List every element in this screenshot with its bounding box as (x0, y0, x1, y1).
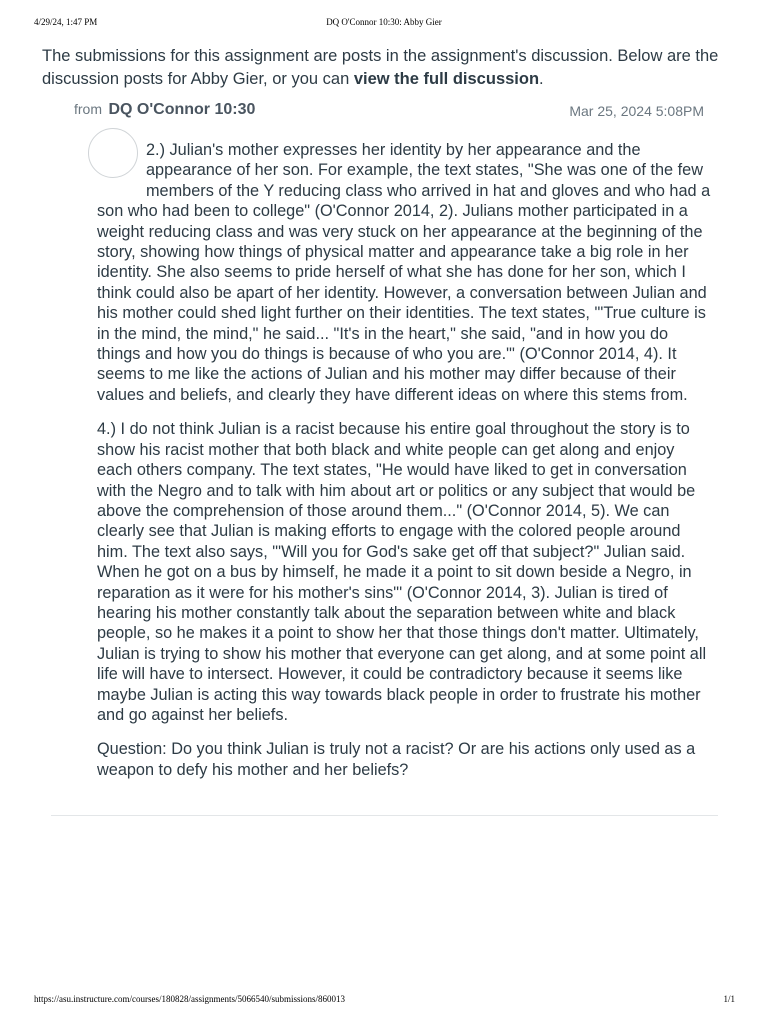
post-body (97, 140, 713, 794)
post-question: Question: Do you think Julian is truly not a racist? Or are his actions only used as a weapon to defy his mother and her beliefs? (97, 740, 696, 779)
print-title: DQ O'Connor 10:30: Abby Gier (326, 17, 442, 27)
avatar-spacer (97, 140, 146, 182)
post-header (74, 101, 704, 123)
view-full-discussion-link[interactable]: view the full discussion (353, 70, 540, 88)
post-date: Mar 25, 2024 5:08PM (569, 103, 704, 119)
print-datetime: 4/29/24, 1:47 PM (34, 17, 98, 27)
print-url: https://asu.instructure.com/courses/180828/assignments/5066540/submissions/860013 (34, 994, 345, 1004)
page-number: 1/1 (723, 994, 735, 1004)
intro-end: . (539, 70, 544, 88)
intro-text: The submissions for this assignment are posts in the assignment's discussion. Below are the discussion posts for Abby Gier, or you can (42, 47, 719, 88)
from-label: from (74, 101, 102, 117)
submission-intro (42, 45, 732, 91)
post-paragraph: 4.) I do not think Julian is a racist because his entire goal throughout the story is to show his racist mother that both black and white people can get along and enjoy each others company. The text states, "He would have liked to get in conversation with the Negro and to talk with him about art or politics or any subject that would be above the comprehension of those around them..." (O'Connor 2014, 5). We can clearly see that Julian is making efforts to engage with the colored people around him. The text also says, "'Will you for God's sake get off that subject?" Julian said. When he got on a bus by himself, he made it a point to sit down beside a Negro, in reparation as it were for his mother's sins"' (O'Connor 2014, 3). Julian is tired of hearing his mother constantly talk about the separation between white and black people, so he makes it a point to show her that those things don't matter. Ultimately, Julian is trying to show his mother that everyone can get along, and at some point all life will have to intersect. However, it could be contradictory because it seems like maybe Julian is acting this way towards black people in order to frustrate his mother and go against her beliefs. (97, 420, 707, 724)
print-header (0, 17, 768, 31)
post-paragraph-text: 2.) Julian's mother expresses her identity by her appearance and the appearance of her son. For example, the text states, "She was one of the few members of the Y reducing class who arrived in hat and gloves and who had a son who had been to college" (O'Connor 2014, 2). Julians mother participated in a weight reducing class and was very stuck on her appearance at the beginning of the story, showing how things of physical matter and appearance take a big role in her identity. She also seems to pride herself of what she has done for her son, which I think could also be apart of her identity. However, a conversation between Julian and his mother could shed light further on their identities. The text states, "'True culture is in the mind, the mind," he said... "It's in the heart," she said, "and in how you do things and how you do things is because of who you are."' (O'Connor 2014, 4). It seems to me like the actions of Julian and his mother may differ because of their values and beliefs, and clearly they have different ideas on where this stems from. (97, 141, 711, 404)
post-author[interactable]: DQ O'Connor 10:30 (108, 101, 256, 118)
post-paragraph (97, 140, 713, 405)
print-footer (0, 994, 768, 1008)
divider (51, 815, 718, 816)
